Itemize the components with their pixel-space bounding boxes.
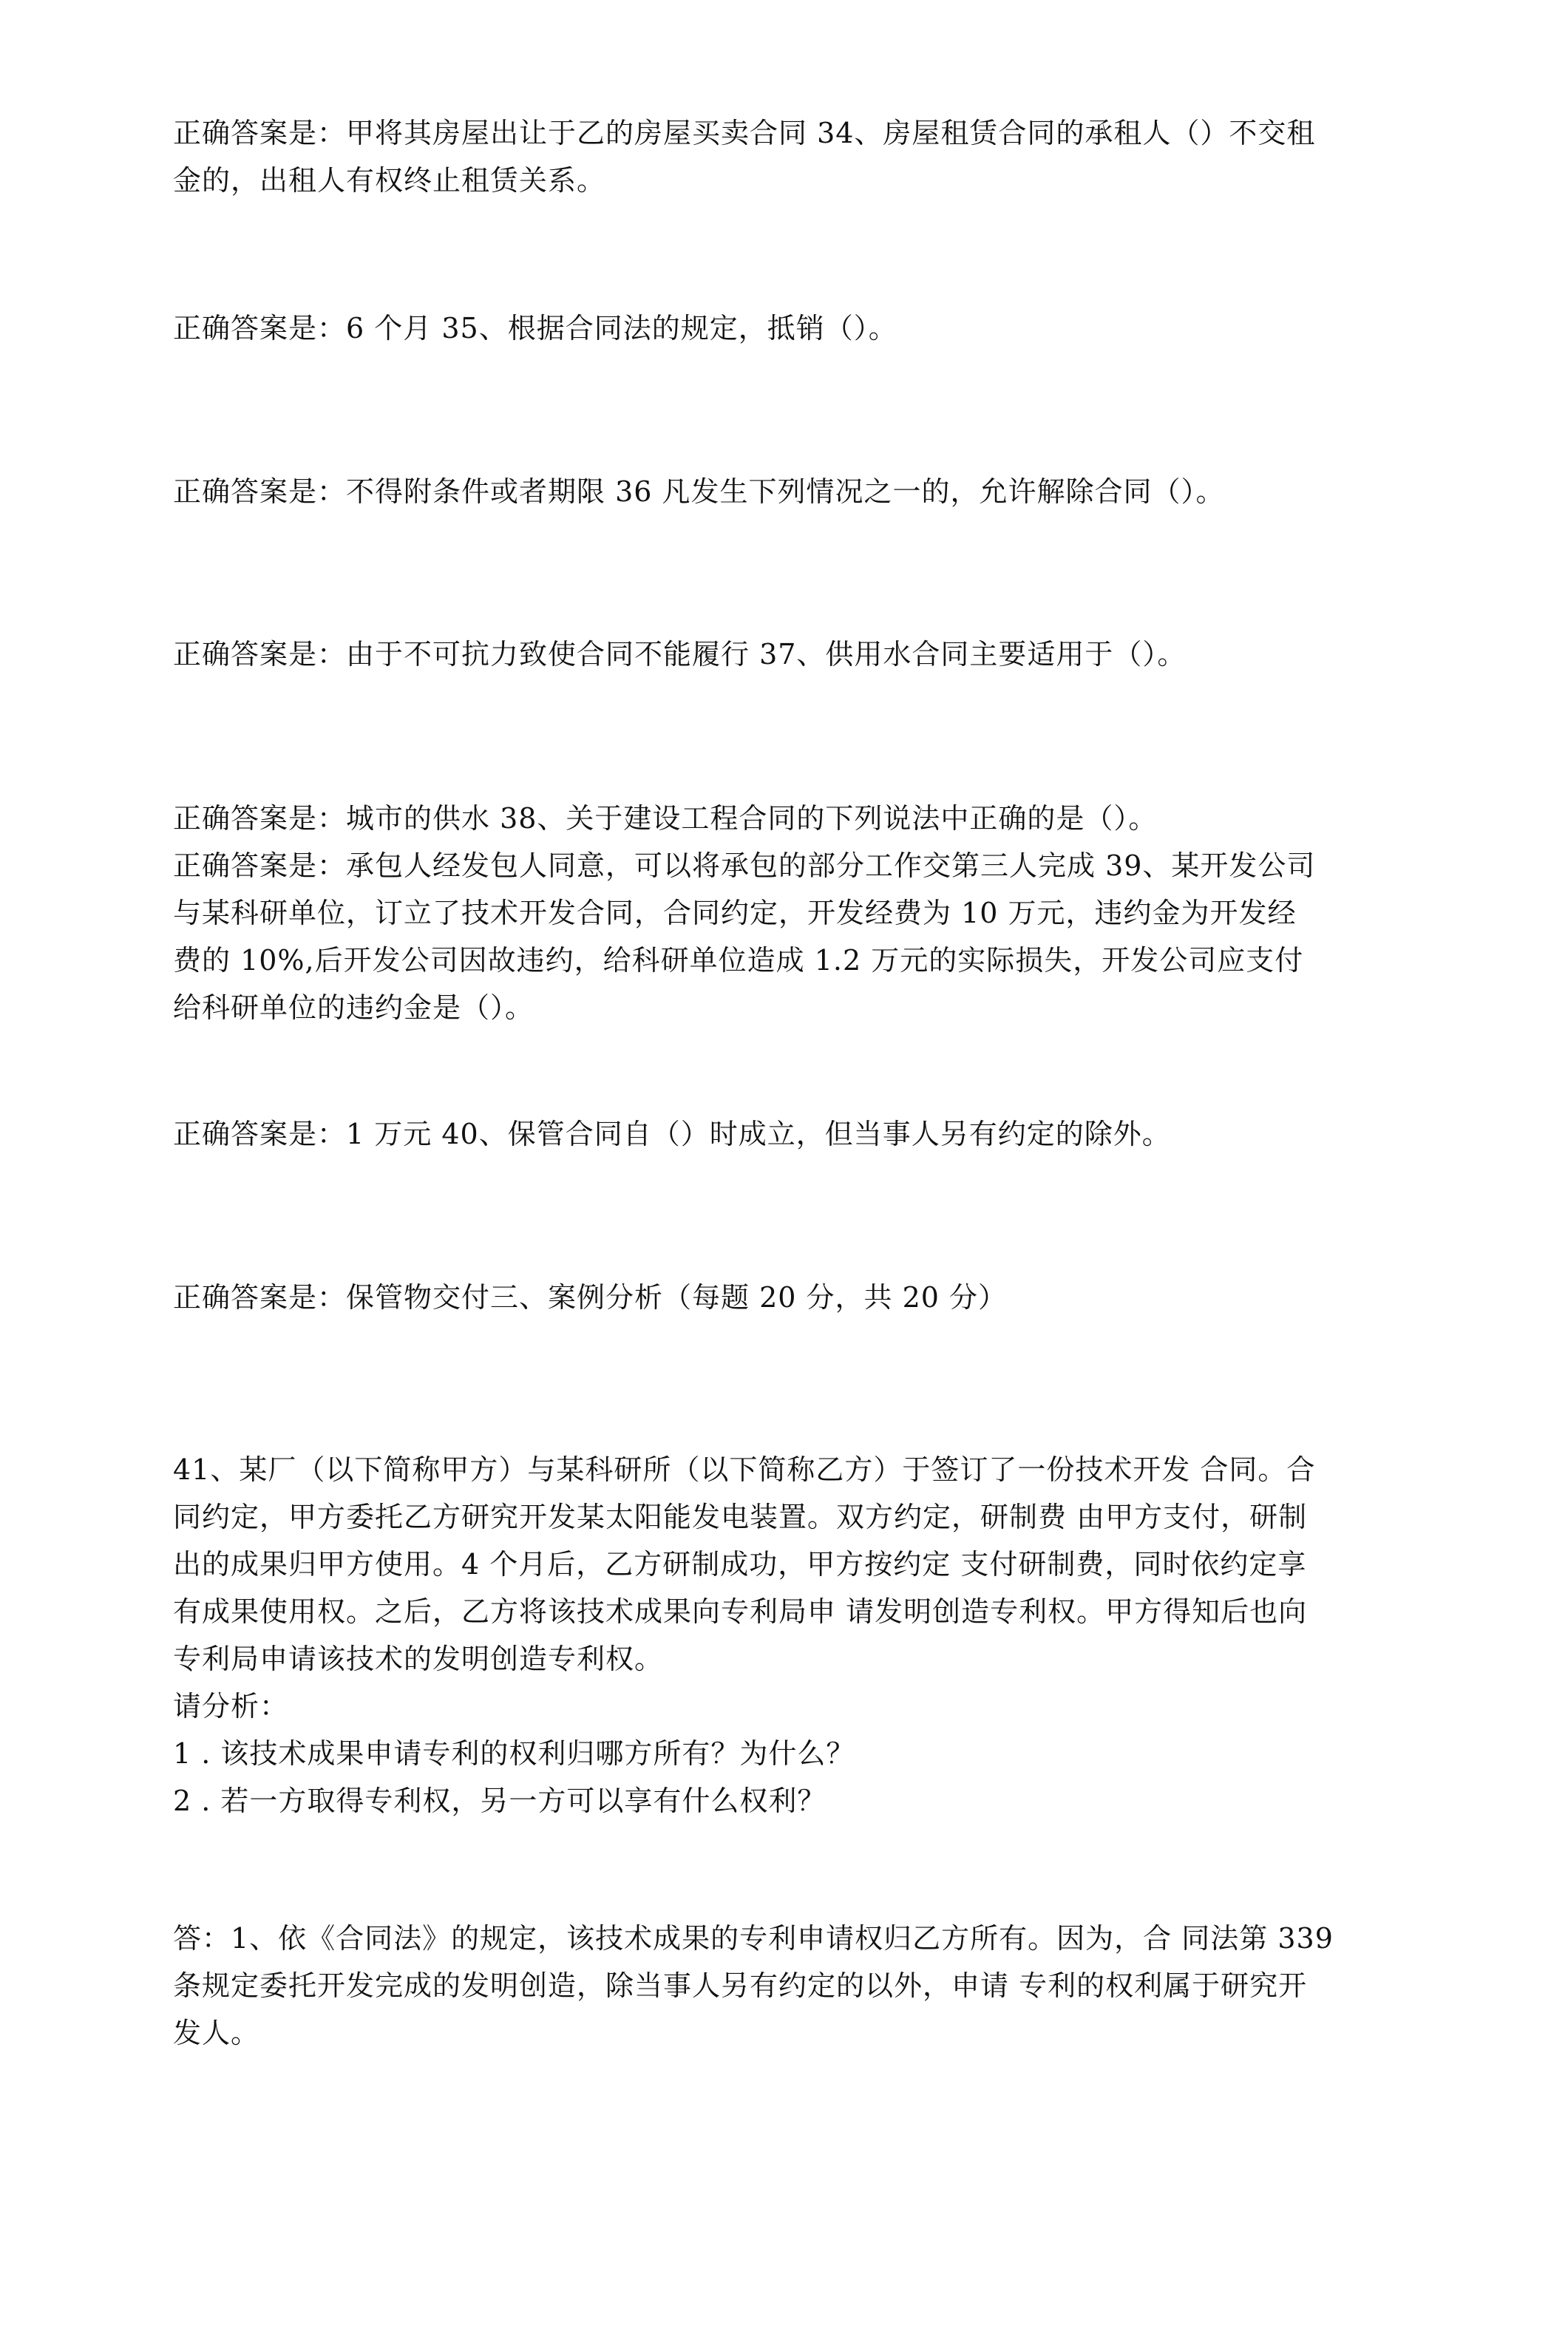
answer-block-35 [173,305,1400,352]
text-line: 1 . 该技术成果申请专利的权利归哪方所有？为什么？ [173,1737,855,1770]
text-line: 费的 10%,后开发公司因故违约，给科研单位造成 1.2 万元的实际损失，开发公司应支付 [173,944,1304,977]
text-line: 正确答案是：由于不可抗力致使合同不能履行 37、供用水合同主要适用于（）。 [173,638,1187,671]
text-line: 专利局申请该技术的发明创造专利权。 [173,1643,664,1675]
text-line: 2 . 若一方取得专利权，另一方可以享有什么权利？ [173,1785,827,1817]
text-line: 正确答案是：1 万元 40、保管合同自（）时成立，但当事人另有约定的除外。 [173,1118,1171,1150]
text-line: 请分析： [173,1690,289,1722]
case-answer [173,1915,1400,2057]
case-question-41 [173,1446,1400,1825]
answer-block-36 [173,468,1400,515]
text-line: 出的成果归甲方使用。4 个月后，乙方研制成功，甲方按约定 支付研制费，同时依约定享 [173,1548,1307,1581]
answer-block-section-three [173,1274,1400,1321]
text-line: 条规定委托开发完成的发明创造，除当事人另有约定的以外，申请 专利的权利属于研究开 [173,1969,1308,2002]
text-line: 金的，出租人有权终止租赁关系。 [173,164,606,197]
text-line: 发人。 [173,2017,260,2049]
text-line: 答：1、依《合同法》的规定，该技术成果的专利申请权归乙方所有。因为，合 同法第 339 [173,1922,1334,1955]
text-line: 41、某厂（以下简称甲方）与某科研所（以下简称乙方）于签订了一份技术开发 合同。合 [173,1453,1316,1486]
text-line: 同约定，甲方委托乙方研究开发某太阳能发电装置。双方约定，研制费 由甲方支付，研制 [173,1501,1308,1533]
text-line: 正确答案是：保管物交付三、案例分析（每题 20 分，共 20 分） [173,1281,1008,1314]
text-line: 正确答案是：不得附条件或者期限 36 凡发生下列情况之一的，允许解除合同（）。 [173,475,1225,508]
answer-block-40 [173,1110,1400,1158]
text-line: 正确答案是：城市的供水 38、关于建设工程合同的下列说法中正确的是（）。 [173,802,1158,835]
text-line: 与某科研单位，订立了技术开发合同，合同约定，开发经费为 10 万元，违约金为开发经 [173,897,1297,929]
text-line: 给科研单位的违约金是（）。 [173,991,534,1024]
text-line: 正确答案是：甲将其房屋出让于乙的房屋买卖合同 34、房屋租赁合同的承租人（）不交租 [173,117,1316,149]
answer-block-37 [173,631,1400,678]
text-line: 有成果使用权。之后，乙方将该技术成果向专利局申 请发明创造专利权。甲方得知后也向 [173,1595,1308,1628]
answer-block-38-39 [173,795,1400,1031]
text-line: 正确答案是：6 个月 35、根据合同法的规定，抵销（）。 [173,312,897,344]
text-line: 正确答案是：承包人经发包人同意，可以将承包的部分工作交第三人完成 39、某开发公司 [173,849,1316,882]
answer-block-34 [173,109,1400,204]
